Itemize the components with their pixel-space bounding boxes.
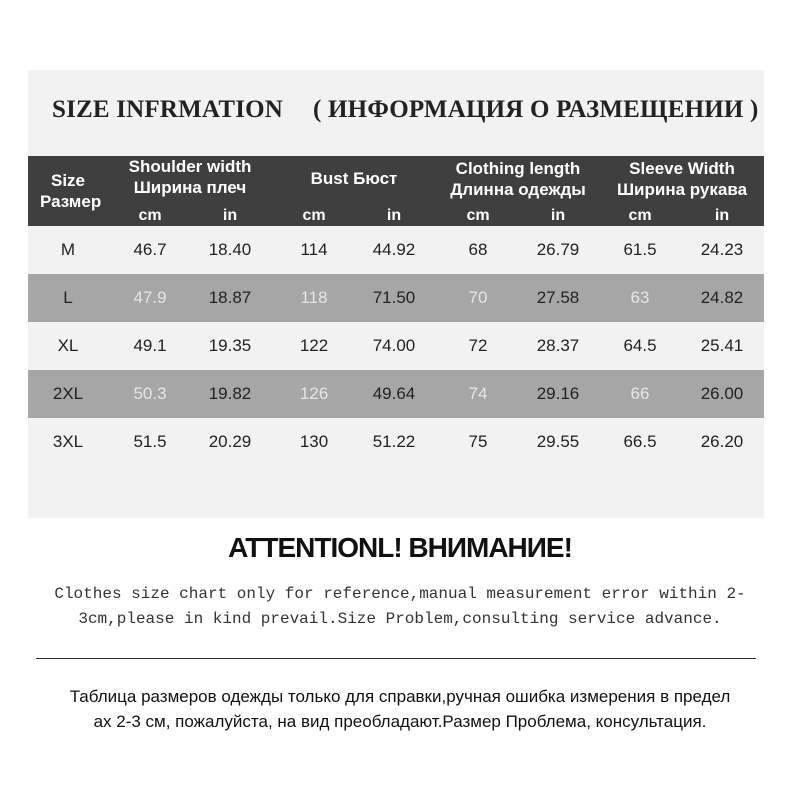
value-cell: 25.41 (700, 336, 744, 355)
russian-notice (22, 684, 778, 734)
value-cell: 49.64 (372, 384, 416, 403)
clothing-length-header-en: Clothing length (455, 159, 581, 178)
value-cell: 130 (299, 432, 329, 451)
value-cell: 75 (468, 432, 488, 451)
size-cell: XL (57, 336, 79, 355)
english-notice-line: 3cm,please in kind prevail.Size Problem,consulting service advance. (78, 610, 722, 628)
value-cell: 122 (299, 336, 329, 355)
sleeve-width-header-ru: Ширина рукава (616, 180, 748, 199)
english-notice (30, 582, 770, 632)
value-cell: 64.5 (623, 336, 657, 355)
value-cell: 74.00 (372, 336, 416, 355)
value-cell: 51.22 (372, 432, 416, 451)
value-cell: 26.79 (536, 240, 580, 259)
title-english: SIZE INFRMATION (52, 96, 284, 123)
unit-label: in (222, 207, 238, 224)
shoulder-width-header-en: Shoulder width (128, 157, 252, 176)
value-cell: 29.16 (536, 384, 580, 403)
table-row (28, 274, 764, 322)
value-cell: 24.82 (700, 288, 744, 307)
value-cell: 74 (468, 384, 488, 403)
sleeve-width-header (604, 158, 760, 200)
russian-notice-line: ах 2-3 см, пожалуйста, на вид преобладают.Размер Проблема, консультация. (93, 712, 707, 731)
shoulder-width-header (114, 156, 266, 198)
value-cell: 68 (468, 240, 488, 259)
size-cell: L (63, 288, 73, 307)
russian-notice-line: Таблица размеров одежды только для справки,ручная ошибка измерения в предел (69, 687, 731, 706)
value-cell: 24.23 (700, 240, 744, 259)
value-cell: 71.50 (372, 288, 416, 307)
value-cell: 26.00 (700, 384, 744, 403)
size-header (40, 170, 102, 212)
clothing-length-header-ru: Длинна одежды (450, 180, 586, 199)
value-cell: 18.40 (208, 240, 252, 259)
value-cell: 51.5 (133, 432, 167, 451)
value-cell: 18.87 (208, 288, 252, 307)
size-cell: 3XL (52, 432, 84, 451)
table-header (28, 156, 764, 226)
value-cell: 19.35 (208, 336, 252, 355)
value-cell: 49.1 (133, 336, 167, 355)
value-cell: 118 (300, 288, 328, 307)
unit-label: cm (466, 207, 490, 224)
value-cell: 19.82 (208, 384, 252, 403)
unit-label: cm (628, 207, 652, 224)
clothing-length-header (440, 158, 596, 200)
table-row (28, 418, 764, 466)
sleeve-width-header-en: Sleeve Width (629, 159, 735, 178)
value-cell: 114 (300, 240, 328, 259)
size-header-ru: Размер (40, 192, 102, 211)
table-row (28, 370, 764, 418)
divider (36, 658, 756, 659)
value-cell: 66 (630, 384, 650, 403)
value-cell: 46.7 (133, 240, 167, 259)
size-cell: 2XL (52, 384, 84, 403)
english-notice-line: Clothes size chart only for reference,manual measurement error within 2- (54, 585, 746, 603)
unit-label: in (550, 207, 566, 224)
page-title (52, 96, 759, 130)
value-cell: 20.29 (208, 432, 252, 451)
value-cell: 44.92 (372, 240, 416, 259)
value-cell: 66.5 (623, 432, 657, 451)
size-header-en: Size (50, 171, 86, 190)
value-cell: 27.58 (536, 288, 580, 307)
unit-label: in (386, 207, 402, 224)
value-cell: 126 (299, 384, 329, 403)
value-cell: 28.37 (536, 336, 580, 355)
unit-label: in (714, 207, 730, 224)
value-cell: 70 (468, 288, 488, 307)
table-row (28, 322, 764, 370)
value-cell: 63 (630, 288, 650, 307)
bust-header: Bust Бюст (310, 169, 398, 188)
unit-label: cm (302, 207, 326, 224)
value-cell: 26.20 (700, 432, 744, 451)
value-cell: 47.9 (133, 288, 167, 307)
value-cell: 72 (468, 336, 488, 355)
value-cell: 50.3 (133, 384, 167, 403)
shoulder-width-header-ru: Ширина плеч (133, 178, 247, 197)
unit-label: cm (138, 207, 162, 224)
table-row (28, 226, 764, 274)
value-cell: 61.5 (623, 240, 657, 259)
title-russian: ( ИНФОРМАЦИЯ О РАЗМЕЩЕНИИ ) (313, 96, 759, 123)
value-cell: 29.55 (536, 432, 580, 451)
size-cell: M (60, 240, 76, 259)
attention-heading: ATTENTIONL! ВНИМАНИЕ! (228, 532, 572, 563)
